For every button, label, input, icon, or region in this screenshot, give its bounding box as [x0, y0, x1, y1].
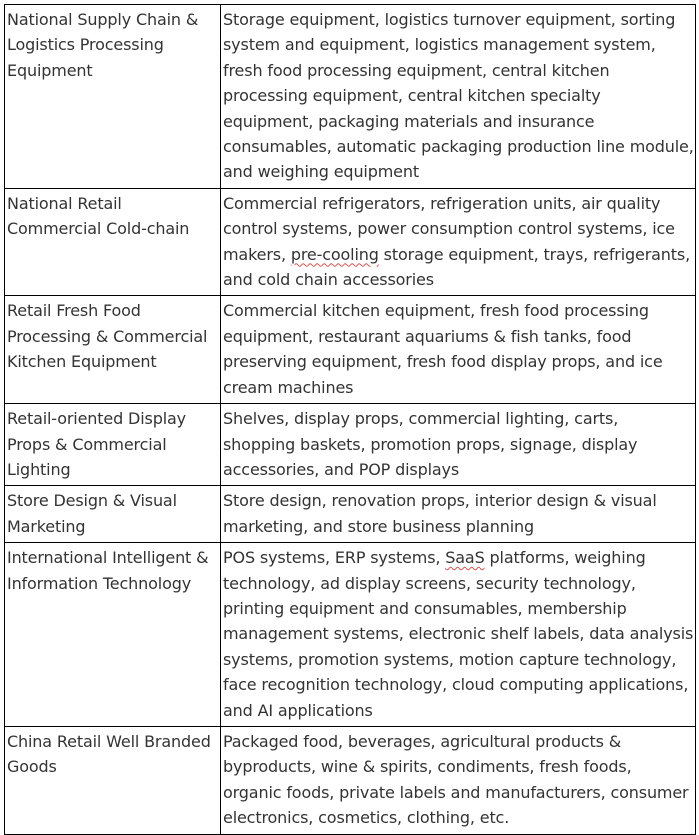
category-cell: International Intelligent & Information Technology — [5, 543, 221, 727]
items-cell: Shelves, display props, commercial lighting, carts, shopping baskets, promotion props, signage, display accessories, and POP displays — [221, 404, 696, 486]
exhibit-categories-table — [4, 4, 696, 835]
category-cell: Store Design & Visual Marketing — [5, 486, 221, 543]
items-text: POS systems, ERP systems, — [223, 548, 446, 568]
items-text: storage equipment, trays, refrigerants, and cold chain accessories — [223, 244, 691, 290]
items-cell: Commercial kitchen equipment, fresh food processing equipment, restaurant aquariums & fish tanks, food preserving equipment, fresh food display props, and ice cream machines — [221, 296, 696, 404]
items-text: Commercial refrigerators, refrigeration units, air quality control systems, power consumption control systems, ice makers, — [223, 193, 675, 264]
items-cell: Packaged food, beverages, agricultural products & byproducts, wine & spirits, condiments, fresh foods, organic foods, private labels and manufacturers, consumer electronics, cosmetics, clothing, etc. — [221, 726, 696, 834]
category-cell: China Retail Well Branded Goods — [5, 726, 221, 834]
table-row — [5, 543, 696, 727]
table-row — [5, 404, 696, 486]
items-text: platforms, weighing technology, ad display screens, security technology, printing equipment and consumables, membership management systems, electronic shelf labels, data analysis systems, promotion systems, motion capture technology, face recognition technology, cloud computing applications, and AI applications — [223, 548, 694, 720]
items-cell — [221, 188, 696, 296]
category-cell: National Supply Chain & Logistics Processing Equipment — [5, 5, 221, 189]
category-cell: Retail-oriented Display Props & Commercial Lighting — [5, 404, 221, 486]
table-row — [5, 296, 696, 404]
items-cell — [221, 543, 696, 727]
spellcheck-flagged-word: SaaS — [445, 548, 485, 568]
spellcheck-flagged-word: pre-cooling — [290, 244, 379, 264]
items-cell: Store design, renovation props, interior design & visual marketing, and store business planning — [221, 486, 696, 543]
table-row — [5, 486, 696, 543]
category-cell: Retail Fresh Food Processing & Commercial Kitchen Equipment — [5, 296, 221, 404]
items-cell: Storage equipment, logistics turnover equipment, sorting system and equipment, logistics management system, fresh food processing equipment, central kitchen processing equipment, central kitchen specialty equipment, packaging materials and insurance consumables, automatic packaging production line module, and weighing equipment — [221, 5, 696, 189]
table-row — [5, 188, 696, 296]
table-row — [5, 5, 696, 189]
category-cell: National Retail Commercial Cold-chain — [5, 188, 221, 296]
